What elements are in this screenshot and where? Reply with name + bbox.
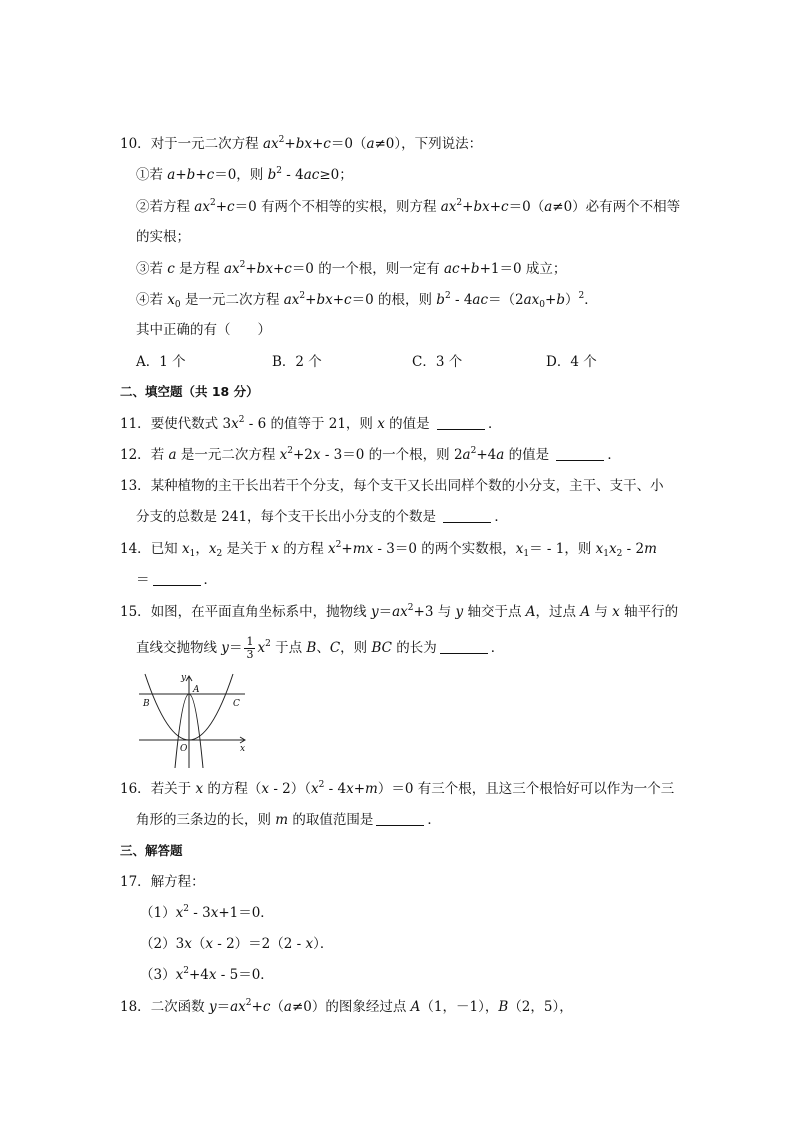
q15-line1: 15．如图，在平面直角坐标系中，抛物线 $y=ax^2+3$ 与 y 轴交于点 A，过点 A 与 x 轴平行的 [120,603,679,620]
q10-options [136,352,616,372]
q14-line1: 14．已知 $x_1$，$x_2$ 是关于 x 的方程 $x^2+mx - 3=0$ 的两个实数根，$x_1= - 1$，则 $x_1x_2 - 2m$ [120,540,657,559]
q14-line2: ＝ ． [136,572,217,588]
q18: 18．二次函数 $y=ax^2+c(a\ne 0)$的图象经过点 A（1，－1），B（2，5）， [120,998,573,1015]
answer-blank[interactable] [556,446,604,461]
option-c: C．3 个 [412,354,463,370]
q10-question: 其中正确的有（ ） [136,322,271,338]
q12: 12．若 a 是一元二次方程 $x^2+2x - 3=0$ 的一个根，则 $2a^2+4a$ 的值是 ． [120,446,621,463]
q10-statement-2-cont: 的实根； [136,229,190,245]
option-b: B．2 个 [272,354,322,370]
answer-blank[interactable] [440,639,488,654]
label-A: A [193,685,200,695]
fraction: $\frac{1}{3}$ [246,635,254,661]
q17-part-3: $(3)x^2+4x - 5=0$． [140,966,274,983]
q16-line1: 16．若关于 x 的方程$(x - 2)(x^2 - 4x+m)=0$ 有三个根，且这三个根恰好可以作为一个三 [120,780,675,797]
q10-statement-4: ④若 $x_0$ 是一元二次方程 $ax^2+bx+c=0$ 的根，则 $b^2 - 4ac=(2ax_0+b)^2$． [136,291,598,310]
answer-blank[interactable] [376,811,424,826]
parabola-figure [137,670,249,770]
label-y: y [181,673,187,683]
option-a: A．1 个 [136,354,186,370]
answer-blank[interactable] [443,508,491,523]
q10-statement-1: ①若 a+b+c＝0，则 $b^2 - 4ac\ge 0$； [136,166,353,183]
q10-line1: 10．对于一元二次方程 $ax^2+bx+c=0(a\ne 0)$，下列说法： [120,135,483,152]
q16-line2: 角形的三条边的长，则 m 的取值范围是 ． [136,812,441,828]
label-C: C [233,699,240,709]
section-title-fill-in: 二、填空题（共 18 分） [120,384,259,399]
q17-title: 17．解方程： [120,874,205,890]
option-d: D．4 个 [546,354,597,370]
q17-part-2: （2）3x（x - 2）＝2（2 - x）． [140,936,334,952]
question-number: 10． [120,136,151,152]
label-B: B [143,699,150,709]
q15-line2: 直线交抛物线 y＝ $\frac{1}{3}$ $x^2$ 于点 B、C，则 BC 的长为 ． [136,635,505,661]
q13-line1: 13．某种植物的主干长出若干个分支，每个支干又长出同样个数的小分支，主干、支干、小 [120,478,664,494]
answer-blank[interactable] [153,571,201,586]
label-x: x [240,744,246,754]
q11: 11．要使代数式 $3x^2 - 6$ 的值等于 21，则 x 的值是 ． [120,415,502,432]
answer-blank[interactable] [437,415,485,430]
q13-line2: 分支的总数是 241，每个支干长出小分支的个数是 ． [136,509,508,525]
section-title-solve: 三、解答题 [120,843,183,858]
q10-statement-3: ③若 c 是方程 $ax^2+bx+c=0$ 的一个根，则一定有 ac+b+1＝0 成立； [136,260,567,277]
q17-part-1: $(1)x^2 - 3x+1=0$． [140,904,274,921]
label-O: O [180,744,188,754]
q10-statement-2: ②若方程 $ax^2+c=0$ 有两个不相等的实根，则方程 $ax^2+bx+c=0(a\ne 0)$必有两个不相等 [136,198,681,215]
